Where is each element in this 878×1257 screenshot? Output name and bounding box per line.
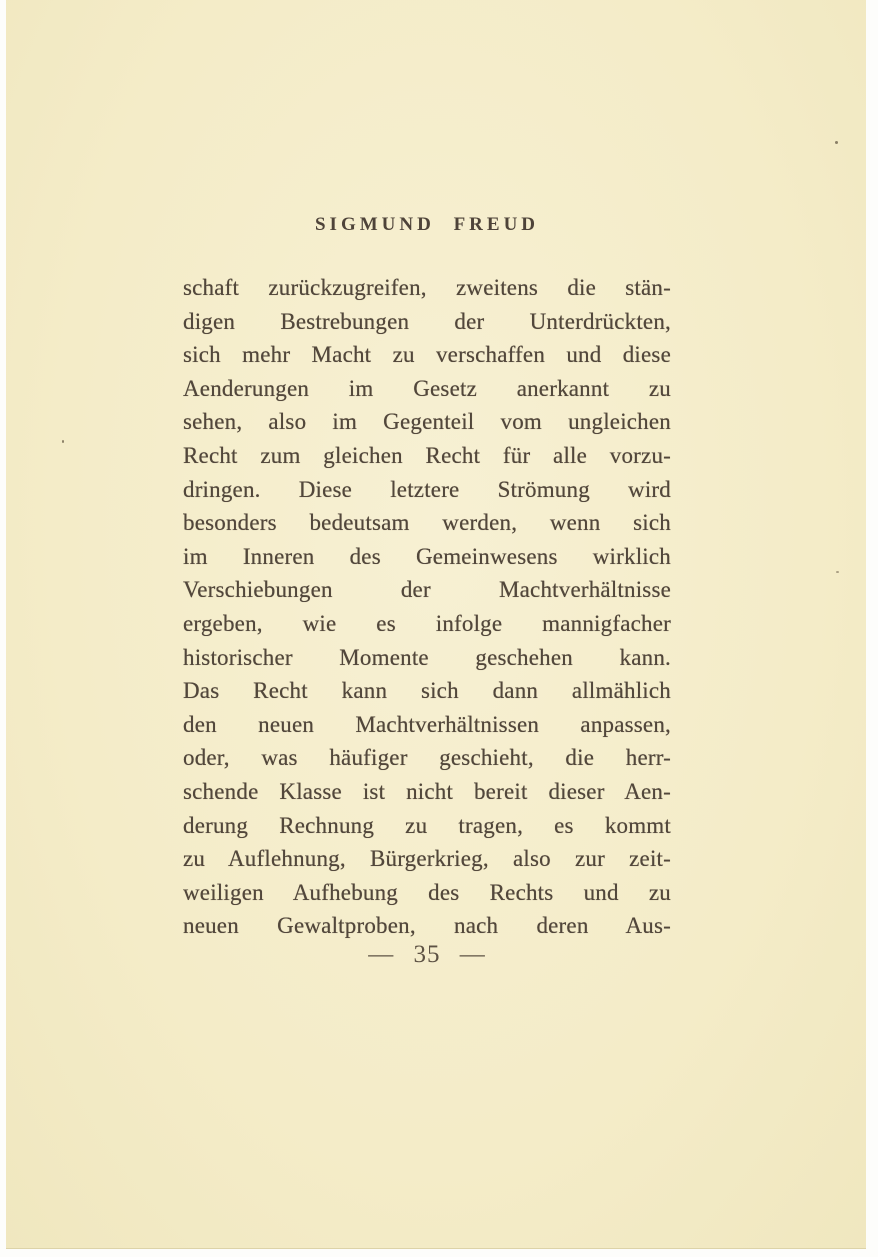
text-line: neuen Gewaltproben, nach deren Aus- [183,913,671,939]
paper-speck [836,571,839,573]
text-line: dringen. Diese letztere Strömung wird [183,476,671,502]
text-line: sich mehr Macht zu verschaffen und diese [183,342,671,368]
running-head-author: SIGMUND FREUD [314,214,540,235]
text-line: historischer Momente geschehen kann. [183,644,671,670]
text-line: weiligen Aufhebung des Rechts und zu [183,879,671,905]
text-line: zu Auflehnung, Bürgerkrieg, also zur zeit- [183,846,671,872]
paper-speck [62,440,64,443]
page-number: — 35 — [368,941,486,968]
text-line: Verschiebungen der Machtverhältnisse [183,577,671,603]
text-line: Das Recht kann sich dann allmählich [183,678,671,704]
text-line: schaft zurückzugreifen, zweitens die stän- [183,275,671,300]
text-line: derung Rechnung zu tragen, es kommt [183,812,671,838]
text-line: besonders bedeutsam werden, wenn sich [183,510,671,536]
text-line: oder, was häufiger geschieht, die herr- [183,745,671,771]
text-line: ergeben, wie es infolge mannigfacher [183,610,671,636]
text-line: Aenderungen im Gesetz anerkannt zu [183,375,671,401]
body-text [183,271,671,943]
text-line: Recht zum gleichen Recht für alle vorzu- [183,442,671,468]
text-line: im Inneren des Gemeinwesens wirklich [183,543,671,569]
paper-speck [835,141,838,144]
text-line: den neuen Machtverhältnissen anpassen, [183,711,671,737]
text-line: sehen, also im Gegenteil vom ungleichen [183,409,671,435]
text-line: schende Klasse ist nicht bereit dieser Aen- [183,778,671,804]
text-line: digen Bestrebungen der Unterdrückten, [183,308,671,334]
